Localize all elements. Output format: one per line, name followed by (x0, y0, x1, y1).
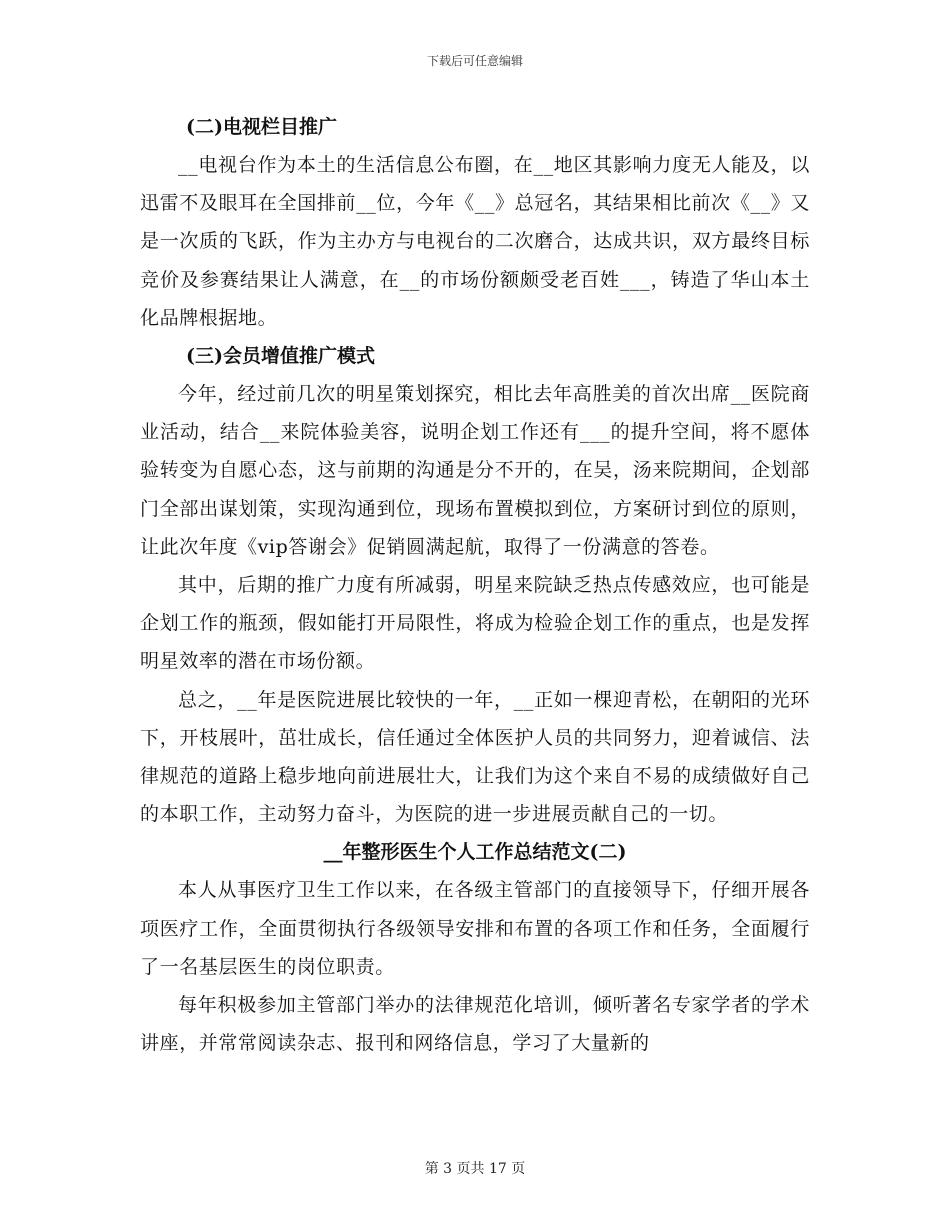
paragraph-doc2-2: 每年积极参加主管部门举办的法律规范化培训，倾听著名专家学者的学术讲座，并常常阅读杂志、报刊和网络信息，学习了大量新的 (140, 994, 810, 1055)
paragraph-tv: __电视台作为本土的生活信息公布圈，在__地区其影响力度无人能及，以迅雷不及眼耳在全国排前__位，今年《__》总冠名，其结果相比前次《__》又是一次质的飞跃，作为主办方与电视台的二次磨合，达成共识，双方最终目标竞价及参赛结果让人满意，在__的市场份额颇受老百姓___，铸造了华山本土化品牌根据地。 (140, 154, 810, 329)
page-header-note: 下载后可任意编辑 (426, 54, 523, 68)
section-heading-member: (三)会员增值推广模式 (186, 345, 375, 368)
document-body (140, 108, 810, 1062)
paragraph-member-2: 其中，后期的推广力度有所减弱，明星来院缺乏热点传感效应，也可能是企划工作的瓶颈，假如能打开局限性，将成为检验企划工作的重点，也是发挥明星效率的潜在市场份额。 (140, 574, 810, 673)
paragraph-summary: 总之，__年是医院进展比较快的一年，__正如一棵迎青松，在朝阳的光环下，开枝展叶，茁壮成长，信任通过全体医护人员的共同努力，迎着诚信、法律规范的道路上稳步地向前进展壮大，让我们为这个来自不易的成绩做好自己的本职工作，主动努力奋斗，为医院的进一步进展贡献自己的一切。 (140, 688, 810, 826)
document-title-2: __年整形医生个人工作总结范文(二) (323, 841, 627, 864)
paragraph-doc2-1: 本人从事医疗卫生工作以来，在各级主管部门的直接领导下，仔细开展各项医疗工作，全面贯彻执行各级领导安排和布置的各项工作和任务，全面履行了一名基层医生的岗位职责。 (140, 879, 810, 978)
page-number: 第 3 页共 17 页 (424, 1161, 526, 1177)
paragraph-member-1: 今年，经过前几次的明星策划探究，相比去年高胜美的首次出席__医院商业活动，结合__来院体验美容，说明企划工作还有___的提升空间，将不愿体验转变为自愿心态，这与前期的沟通是分不开的，在吴，汤来院期间，企划部门全部出谋划策，实现沟通到位，现场布置模拟到位，方案研讨到位的原则，让此次年度《vip答谢会》促销圆满起航，取得了一份满意的答卷。 (140, 383, 810, 558)
section-heading-tv: (二)电视栏目推广 (186, 116, 337, 138)
